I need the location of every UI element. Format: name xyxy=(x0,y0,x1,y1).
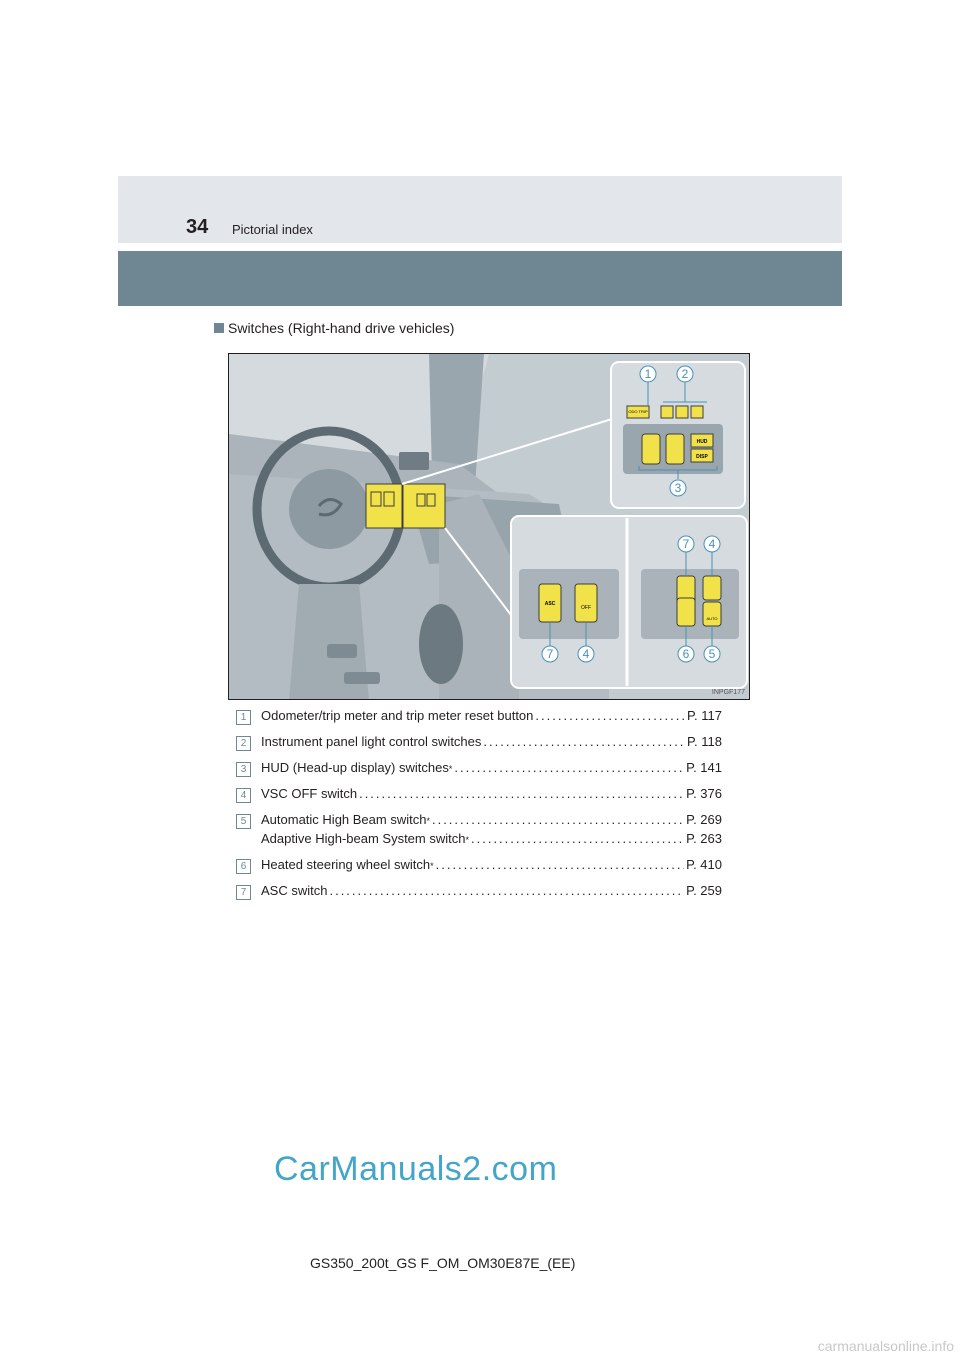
svg-text:4: 4 xyxy=(582,647,590,661)
page-reference[interactable]: P. 410 xyxy=(686,857,722,872)
svg-text:4: 4 xyxy=(708,537,716,551)
svg-text:3: 3 xyxy=(674,481,682,495)
footer-doc-code: GS350_200t_GS F_OM_OM30E87E_(EE) xyxy=(310,1255,576,1271)
hud-label: HUD xyxy=(696,439,708,445)
item-row: Adaptive High-beam System switch * ..... P. 263 xyxy=(261,831,722,849)
section-band xyxy=(118,251,842,306)
page-reference[interactable]: P. 376 xyxy=(686,786,722,801)
item-number-badge: 4 xyxy=(236,788,251,803)
page-reference[interactable]: P. 259 xyxy=(686,883,722,898)
item-label: ASC switch xyxy=(261,883,328,898)
vsc-off-label: OFF xyxy=(581,605,591,611)
svg-text:7: 7 xyxy=(682,537,690,551)
odo-trip-label: ODO TRIP xyxy=(628,409,648,414)
leader-dots xyxy=(436,857,684,872)
page-reference[interactable]: P. 141 xyxy=(686,760,722,775)
callout-7-left xyxy=(542,646,558,662)
cockpit-drawing xyxy=(229,354,750,700)
callout-7-right xyxy=(678,536,694,552)
svg-text:1: 1 xyxy=(644,367,652,381)
item-number-badge: 1 xyxy=(236,710,251,725)
section-heading xyxy=(214,320,454,336)
item-label: Automatic High Beam switch xyxy=(261,812,427,827)
item-label: Adaptive High-beam System switch xyxy=(261,831,466,846)
figure-code: INPGF177 xyxy=(711,689,745,696)
item-row: HUD (Head-up display) switches * ..... P. 141 xyxy=(261,760,722,778)
callout-5 xyxy=(704,646,720,662)
callout-3 xyxy=(670,480,686,496)
item-row xyxy=(261,786,722,804)
leader-dots xyxy=(483,734,685,749)
svg-text:2: 2 xyxy=(681,367,689,381)
callout-6 xyxy=(678,646,694,662)
item-row xyxy=(261,708,722,726)
item-label: Heated steering wheel switch xyxy=(261,857,431,872)
page-number: 34 xyxy=(186,216,209,238)
header-band xyxy=(118,176,842,243)
item-number-badge: 3 xyxy=(236,762,251,777)
svg-text:6: 6 xyxy=(682,647,690,661)
square-bullet-icon xyxy=(214,323,224,333)
item-label: Odometer/trip meter and trip meter reset button xyxy=(261,708,534,723)
leader-dots xyxy=(471,831,684,846)
item-label: HUD (Head-up display) switches xyxy=(261,760,449,775)
page-reference[interactable]: P. 263 xyxy=(686,831,722,846)
page-reference[interactable]: P. 118 xyxy=(687,734,722,749)
item-label: Instrument panel light control switches xyxy=(261,734,482,749)
site-mark: carmanualsonline.info xyxy=(817,1338,954,1354)
disp-label: DISP xyxy=(696,454,708,460)
leader-dots xyxy=(535,708,685,723)
item-label: VSC OFF switch xyxy=(261,786,358,801)
item-number-badge: 7 xyxy=(236,885,251,900)
item-number-badge: 6 xyxy=(236,859,251,874)
item-row: Heated steering wheel switch * ..... P. 410 xyxy=(261,857,722,875)
callout-1 xyxy=(640,366,656,382)
callout-2 xyxy=(677,366,693,382)
item-row xyxy=(261,883,722,901)
section-heading-text: Switches (Right-hand drive vehicles) xyxy=(228,320,455,336)
leader-dots xyxy=(432,812,684,827)
leader-dots xyxy=(454,760,684,775)
item-row xyxy=(261,734,722,752)
callout-4-right xyxy=(704,536,720,552)
page-reference[interactable]: P. 117 xyxy=(687,708,722,723)
item-number-badge: 5 xyxy=(236,814,251,829)
header-title: Pictorial index xyxy=(232,222,313,237)
svg-text:5: 5 xyxy=(708,647,716,661)
watermark[interactable]: CarManuals2.com xyxy=(274,1150,558,1188)
asc-label: ASC xyxy=(544,601,556,607)
item-row: Automatic High Beam switch * ..... P. 269 xyxy=(261,812,722,830)
cockpit-illustration xyxy=(228,353,750,700)
auto-label: AUTO xyxy=(706,616,718,621)
svg-text:7: 7 xyxy=(546,647,554,661)
leader-dots xyxy=(329,883,684,898)
leader-dots xyxy=(359,786,684,801)
callout-4-left xyxy=(578,646,594,662)
item-number-badge: 2 xyxy=(236,736,251,751)
page-reference[interactable]: P. 269 xyxy=(686,812,722,827)
